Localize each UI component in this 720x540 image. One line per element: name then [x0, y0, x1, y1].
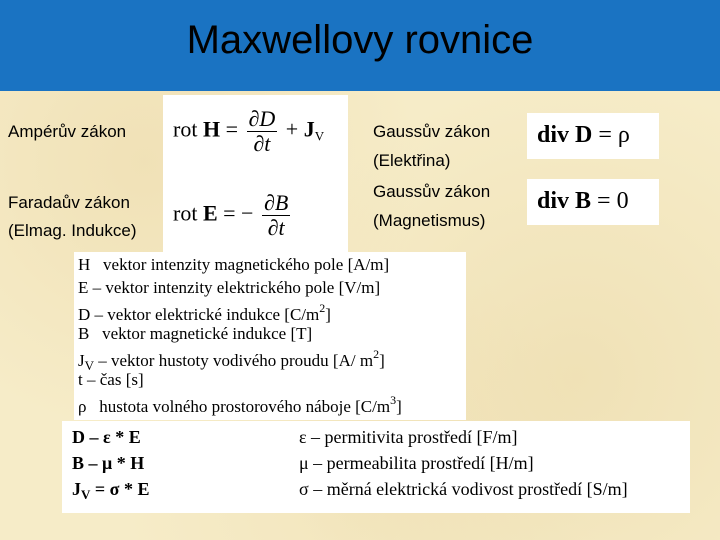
ampere-j: J — [303, 116, 315, 142]
definition-d — [78, 301, 331, 325]
def-sup: 2 — [319, 301, 326, 315]
def-symbol: D — [78, 305, 91, 324]
definition-b — [78, 324, 312, 344]
relation-j-left — [72, 479, 149, 503]
relation-j-main: J — [72, 479, 81, 499]
gauss-magnetic-label: Gaussův zákon — [373, 182, 491, 201]
slide-title: Maxwellovy rovnice — [186, 18, 534, 62]
def-text: – čas [s] — [86, 370, 144, 389]
ampere-fraction — [247, 107, 278, 156]
def-text: – vektor intenzity elektrického pole [V/m] — [92, 278, 381, 297]
def-symbol: E — [78, 278, 89, 297]
def-text: vektor magnetické indukce [T] — [102, 324, 313, 343]
def-sup: 2 — [373, 347, 380, 361]
faraday-eq-sign: = − — [223, 200, 254, 226]
relation-b-right: μ – permeabilita prostředí [H/m] — [299, 453, 534, 473]
def-tail: ] — [379, 351, 385, 370]
faraday-lhs-op: rot — [173, 200, 198, 226]
gauss-e-eq-sign: = — [598, 122, 612, 148]
def-symbol: H — [78, 255, 91, 274]
ampere-j-sub: V — [314, 128, 325, 144]
relation-j-right: σ – měrná elektrická vodivost prostředí [S/m] — [299, 479, 628, 499]
relation-b-left: B – μ * H — [72, 453, 145, 473]
faraday-fraction — [262, 191, 290, 240]
relation-j-rest: = σ * E — [94, 479, 150, 499]
gauss-e-op: div — [537, 122, 570, 148]
gauss-magnetic-box — [527, 179, 659, 225]
def-sub: V — [84, 358, 95, 373]
faraday-lhs-var: E — [202, 200, 218, 226]
ampere-numerator: ∂D — [248, 106, 276, 131]
gauss-electric-label: Gaussův zákon — [373, 122, 491, 141]
faraday-equation — [173, 191, 293, 240]
gauss-electric-equation — [537, 122, 630, 149]
gauss-electric-box — [527, 113, 659, 159]
def-tail: ] — [396, 397, 402, 416]
def-text: – vektor hustoty vodivého proudu [A/ m — [98, 351, 374, 370]
def-text: hustota volného prostorového náboje [C/m — [99, 397, 391, 416]
definition-t — [78, 370, 144, 390]
def-text: – vektor elektrické indukce [C/m — [94, 305, 320, 324]
relation-j-sub: V — [81, 487, 91, 502]
ampere-lhs-var: H — [202, 116, 221, 142]
gauss-m-rhs: 0 — [616, 188, 629, 214]
gauss-magnetic-equation — [537, 188, 629, 215]
ampere-law-label: Ampérův zákon — [8, 122, 127, 141]
ampere-lhs-op: rot — [173, 116, 198, 142]
faraday-law-sublabel: (Elmag. Indukce) — [8, 221, 137, 240]
ampere-denominator: ∂t — [253, 131, 271, 156]
symbol-definitions — [74, 252, 466, 420]
gauss-electric-sublabel: (Elektřina) — [373, 151, 451, 170]
ampere-eq-sign: = — [225, 116, 238, 142]
def-symbol: J — [78, 351, 85, 370]
gauss-e-var: D — [575, 122, 593, 148]
definition-h — [78, 255, 389, 275]
gauss-e-rhs: ρ — [617, 122, 630, 148]
ampere-plus: + — [285, 116, 299, 142]
ampere-equation — [173, 107, 324, 156]
def-symbol: ρ — [78, 397, 87, 416]
relation-d-right: ε – permitivita prostředí [F/m] — [299, 427, 518, 447]
relation-d-left: D – ε * E — [72, 427, 141, 447]
def-sup: 3 — [390, 393, 397, 407]
curl-equations-box — [163, 95, 348, 255]
gauss-m-var: B — [575, 188, 592, 214]
constitutive-relations — [62, 421, 690, 513]
faraday-law-label: Faradaův zákon — [8, 193, 130, 212]
faraday-denominator: ∂t — [267, 215, 285, 240]
gauss-m-eq-sign: = — [597, 188, 611, 214]
gauss-magnetic-sublabel: (Magnetismus) — [373, 211, 486, 230]
def-text: vektor intenzity magnetického pole [A/m] — [103, 255, 390, 274]
definition-rho — [78, 393, 402, 417]
def-symbol: B — [78, 324, 90, 343]
definition-e — [78, 278, 380, 298]
faraday-numerator: ∂B — [263, 190, 289, 215]
gauss-m-op: div — [537, 188, 570, 214]
def-tail: ] — [325, 305, 331, 324]
def-symbol: t — [78, 370, 83, 389]
